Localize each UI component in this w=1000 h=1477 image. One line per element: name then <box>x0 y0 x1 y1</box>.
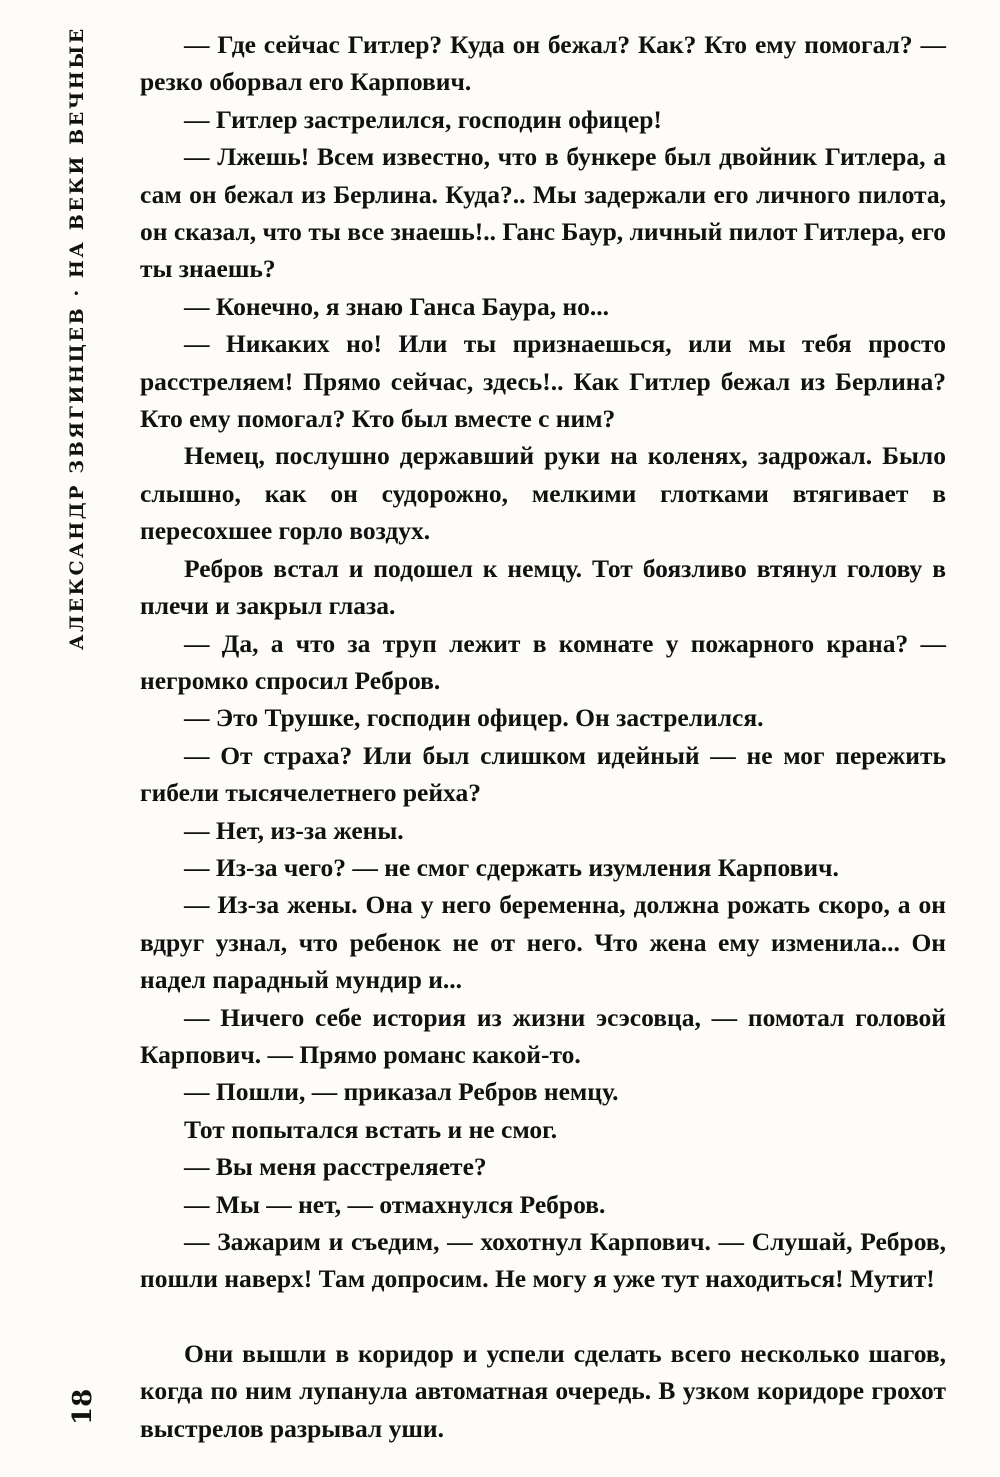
paragraph: — Гитлер застрелился, господин офицер! <box>184 104 662 134</box>
running-head <box>58 26 98 650</box>
paragraph: — Пошли, — приказал Ребров немцу. <box>184 1077 619 1107</box>
paragraph: — Никаких но! Или ты признаешься, или мы тебя просто расстреляем! Прямо сейчас, здесь!.. Как Гитлер бежал из Берлина? Кто ему помогал? Кто был вместе с ним? <box>140 329 946 434</box>
paragraph: — Конечно, я знаю Ганса Баура, но... <box>184 291 610 321</box>
paragraph: — Ничего себе история из жизни эсэсовца, — помотал головой Карпович. — Прямо романс какой-то. <box>140 1002 946 1069</box>
paragraph: — Вы меня расстреляете? <box>184 1152 487 1182</box>
paragraph: — Это Трушке, господин офицер. Он застрелился. <box>184 703 764 733</box>
body-text <box>140 26 946 1447</box>
paragraph: Они вышли в коридор и успели сделать всего несколько шагов, когда по ним лупанула автоматная очередь. В узком коридоре грохот выстрелов разрывал уши. <box>140 1338 946 1443</box>
page-number-text: 18 <box>68 1388 98 1425</box>
paragraph: Тот попытался встать и не смог. <box>184 1114 558 1144</box>
paragraph: Немец, послушно державший руки на коленях, задрожал. Было слышно, как он судорожно, мелкими глотками втягивает в пересохшее горло воздух. <box>140 441 946 546</box>
paragraph: — Нет, из-за жены. <box>184 815 404 845</box>
paragraph: — Из-за чего? — не смог сдержать изумления Карпович. <box>184 852 839 882</box>
paragraph: — От страха? Или был слишком идейный — не мог пережить гибели тысячелетнего рейха? <box>140 740 946 808</box>
paragraph: — Да, а что за труп лежит в комнате у пожарного крана? — негромко спросил Ребров. <box>140 628 946 695</box>
paragraph: Ребров встал и подошел к немцу. Тот боязливо втянул голову в плечи и закрыл глаза. <box>140 553 946 621</box>
running-head-text: АЛЕКСАНДР ЗВЯГИНЦЕВ · НА ВЕКИ ВЕЧНЫЕ <box>66 26 88 650</box>
paragraph: — Где сейчас Гитлер? Куда он бежал? Как? Кто ему помогал? — резко оборвал его Карпович. <box>140 30 946 97</box>
page-number <box>60 1375 100 1435</box>
paragraph: — Из-за жены. Она у него беременна, должна рожать скоро, а он вдруг узнал, что ребенок не от него. Что жена ему изменила... Он надел парадный мундир и... <box>140 890 946 995</box>
paragraph: — Мы — нет, — отмахнулся Ребров. <box>184 1189 606 1219</box>
paragraph: — Зажарим и съедим, — хохотнул Карпович. — Слушай, Ребров, пошли наверх! Там допросим. Не могу я уже тут находиться! Мутит! <box>140 1227 946 1294</box>
paragraph: — Лжешь! Всем известно, что в бункере был двойник Гитлера, а сам он бежал из Берлина. Куда?.. Мы задержали его личного пилота, он сказал, что ты все знаешь!.. Ганс Баур, личный пилот Гитлера, его ты знаешь? <box>140 142 946 284</box>
